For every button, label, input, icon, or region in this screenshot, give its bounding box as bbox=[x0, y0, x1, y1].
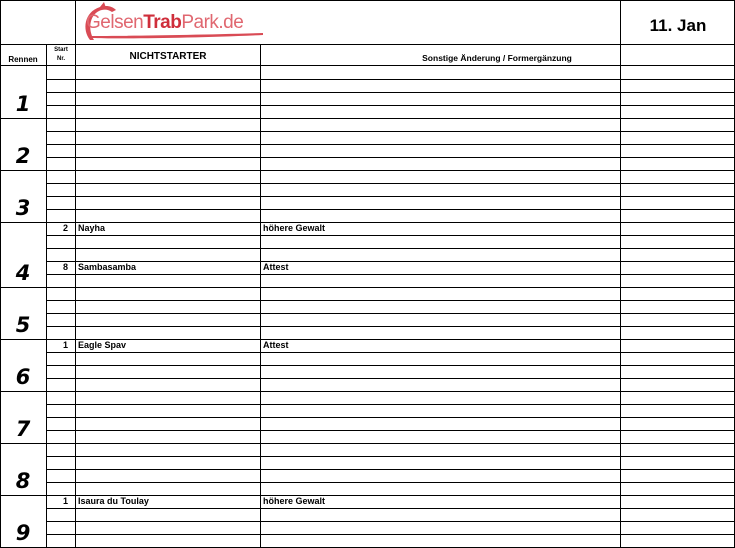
start-number: 2 bbox=[62, 223, 68, 233]
row-line bbox=[46, 79, 735, 80]
race-date: 11. Jan bbox=[649, 16, 707, 35]
col-line-name bbox=[75, 0, 76, 547]
race-number: 1 bbox=[15, 92, 31, 116]
col-line-extra bbox=[620, 0, 621, 547]
horse-name: Isaura du Toulay bbox=[78, 496, 149, 506]
col-line-start bbox=[46, 44, 47, 547]
change-note: Attest bbox=[263, 262, 289, 272]
row-line bbox=[46, 508, 735, 509]
row-line bbox=[46, 326, 735, 327]
row-line bbox=[46, 235, 735, 236]
col-header-change: Sonstige Änderung / Formergänzung bbox=[422, 53, 572, 63]
start-number: 1 bbox=[62, 496, 68, 506]
col-line-note bbox=[260, 44, 261, 547]
race-number: 3 bbox=[15, 196, 31, 220]
row-line bbox=[46, 313, 735, 314]
horse-name: Eagle Spav bbox=[78, 340, 127, 350]
row-line bbox=[46, 482, 735, 483]
col-header-nonstarter: NICHTSTARTER bbox=[129, 51, 207, 62]
change-note: Attest bbox=[263, 340, 289, 350]
row-line bbox=[46, 274, 735, 275]
change-note: höhere Gewalt bbox=[263, 496, 326, 506]
row-line bbox=[46, 183, 735, 184]
row-line bbox=[46, 417, 735, 418]
row-line bbox=[46, 378, 735, 379]
sheet-top-border bbox=[0, 0, 735, 1]
race-number: 4 bbox=[15, 261, 31, 285]
horse-name: Sambasamba bbox=[78, 262, 137, 272]
row-line bbox=[46, 157, 735, 158]
row-line bbox=[46, 521, 735, 522]
race-block-line bbox=[0, 287, 735, 288]
race-number: 9 bbox=[15, 521, 31, 545]
race-block-line bbox=[0, 443, 735, 444]
race-number: 5 bbox=[15, 313, 31, 337]
row-line bbox=[46, 209, 735, 210]
race-number: 7 bbox=[15, 417, 31, 441]
race-block-line bbox=[0, 391, 735, 392]
start-number: 1 bbox=[62, 340, 68, 350]
row-line bbox=[46, 300, 735, 301]
row-line bbox=[46, 144, 735, 145]
race-number: 2 bbox=[15, 144, 31, 168]
row-line bbox=[46, 248, 735, 249]
header-bottom-line bbox=[0, 65, 735, 66]
row-line bbox=[46, 404, 735, 405]
race-number: 6 bbox=[15, 365, 31, 389]
row-line bbox=[46, 469, 735, 470]
col-header-start-line1: Start bbox=[54, 47, 68, 53]
row-line bbox=[46, 92, 735, 93]
change-note: höhere Gewalt bbox=[263, 223, 326, 233]
horse-name: Nayha bbox=[78, 223, 106, 233]
logo-wordmark[interactable]: GelsenTrabPark.de bbox=[86, 12, 244, 33]
race-block-line bbox=[0, 170, 735, 171]
row-line bbox=[46, 365, 735, 366]
row-line bbox=[46, 105, 735, 106]
header-divider bbox=[0, 44, 735, 45]
col-header-start-line2: Nr. bbox=[56, 56, 65, 62]
left-border bbox=[0, 0, 1, 547]
race-block-line bbox=[0, 118, 735, 119]
start-number: 8 bbox=[62, 262, 68, 272]
row-line bbox=[46, 131, 735, 132]
row-line bbox=[46, 352, 735, 353]
race-number: 8 bbox=[15, 469, 31, 493]
row-line bbox=[46, 534, 735, 535]
row-line bbox=[46, 430, 735, 431]
row-line bbox=[46, 456, 735, 457]
row-line bbox=[46, 196, 735, 197]
col-header-race: Rennen bbox=[8, 55, 38, 64]
